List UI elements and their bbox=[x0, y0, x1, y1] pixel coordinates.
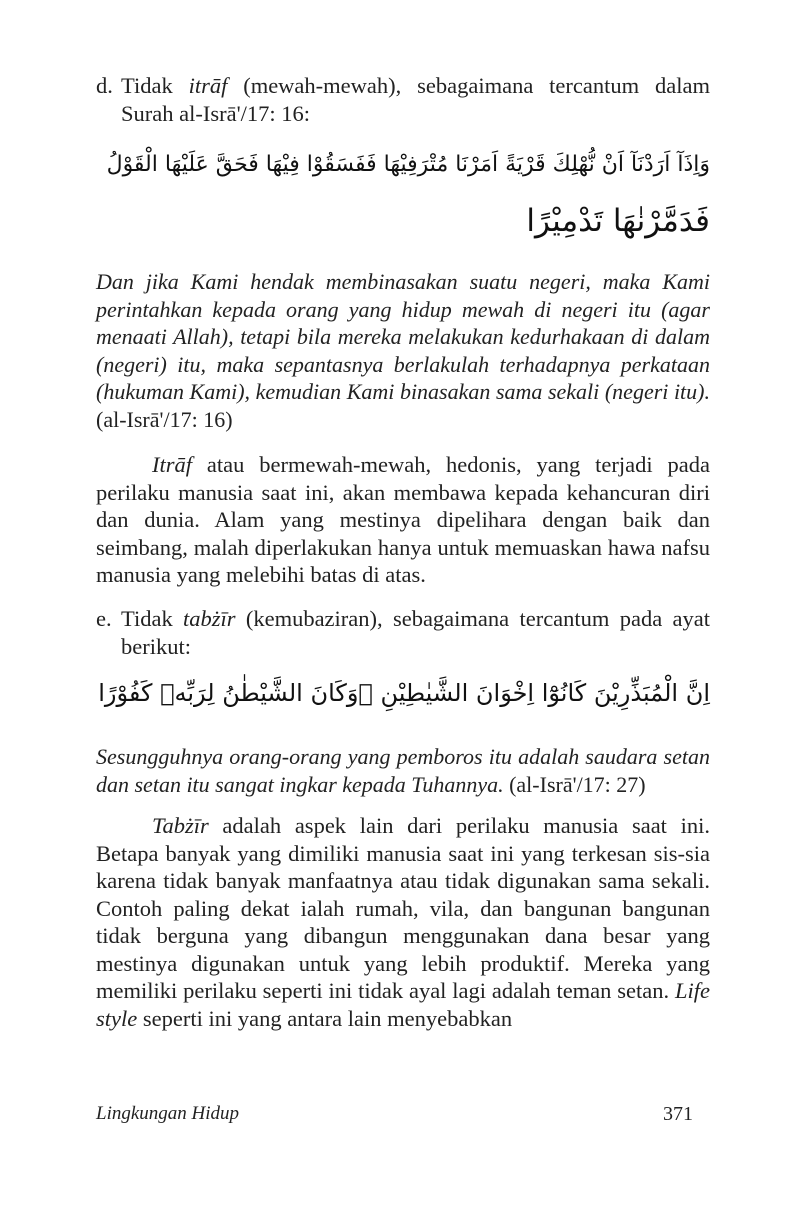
list-item-e bbox=[96, 605, 710, 660]
term-itraf: Itrāf bbox=[152, 452, 193, 477]
term-itraf: itrāf bbox=[188, 73, 228, 98]
list-item-text: Tidak tabżīr (kemubaziran), sebagaimana tercantum pada ayat berikut: bbox=[121, 606, 710, 659]
paragraph: Tabżīr adalah aspek lain dari perilaku manusia saat ini. Betapa banyak yang dimiliki manusia saat ini yang terkesan sis-sia karena tidak banyak manfaatnya atau tidak digunakan sama sekali. Contoh paling dekat ialah rumah, vila, dan bangunan bangunan tidak berguna yang dibangun menggunakan dana besar yang mestinya digunakan untuk yang lebih produktif. Mereka yang memiliki perilaku seperti ini tidak ayal lagi adalah teman setan. Life style seperti ini yang antara lain menyebabkan bbox=[96, 813, 710, 1031]
page-number: 371 bbox=[663, 1103, 693, 1125]
paragraph: Itrāf atau bermewah-mewah, hedonis, yang terjadi pada perilaku manusia saat ini, akan membawa kepada kehancuran diri dan dunia. Alam yang mestinya dipelihara dengan baik dan seimbang, malah diperlakukan hanya untuk memuaskan hawa nafsu manusia yang melebihi batas di atas. bbox=[96, 452, 710, 587]
list-label: d. bbox=[96, 73, 113, 98]
arabic-verse-line: اِنَّ الْمُبَذِّرِيْنَ كَانُوْٓا اِخْوَانَ الشَّيٰطِيْنِ ۗوَكَانَ الشَّيْطٰنُ لِرَبِّهٖ كَفُوْرًا bbox=[98, 679, 710, 707]
arabic-verse-line: فَدَمَّرْنٰهَا تَدْمِيْرًا bbox=[526, 203, 710, 239]
verse-translation: Dan jika Kami hendak membinasakan suatu negeri, maka Kami perintahkan kepada orang yang hidup mewah di negeri itu (agar menaati Allah), tetapi bila mereka melakukan kedurhakaan di dalam (negeri) itu, maka sepantasnya berlakulah terhadapnya perkataan (hukuman Kami), kemudian Kami binasakan sama sekali (negeri itu). (al-Isrā'/17: 16) bbox=[96, 269, 710, 432]
verse-reference: (al-Isrā'/17: 16) bbox=[96, 406, 233, 432]
running-footer-title: Lingkungan Hidup bbox=[96, 1103, 240, 1124]
term-tabzir: tabżīr bbox=[183, 606, 236, 631]
verse-translation: Sesungguhnya orang-orang yang pemboros itu adalah saudara setan dan setan itu sangat ingkar kepada Tuhannya. (al-Isrā'/17: 27) bbox=[96, 744, 710, 797]
list-item-text: Tidak itrāf (mewah-mewah), sebagaimana tercantum dalam Surah al-Isrā'/17: 16: bbox=[121, 73, 710, 126]
list-item-d bbox=[96, 72, 710, 127]
list-label: e. bbox=[96, 606, 112, 631]
term-life-style: Life style bbox=[96, 978, 710, 1031]
term-tabzir: Tabżīr bbox=[152, 813, 209, 838]
verse-reference: (al-Isrā'/17: 27) bbox=[503, 771, 646, 797]
arabic-verse-line: وَاِذَآ اَرَدْنَآ اَنْ نُّهْلِكَ قَرْيَةً اَمَرْنَا مُتْرَفِيْهَا فَفَسَقُوْا فِيْهَا فَحَقَّ عَلَيْهَا الْقَوْلُ bbox=[106, 152, 710, 177]
